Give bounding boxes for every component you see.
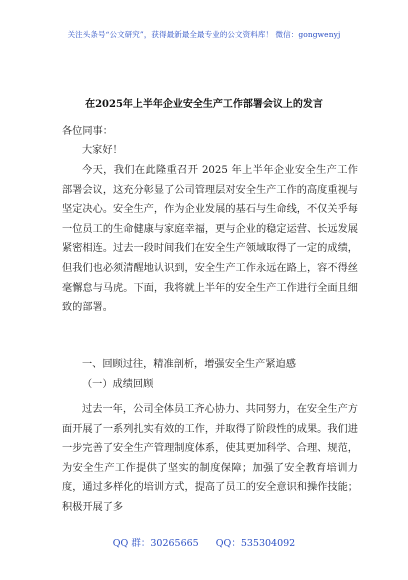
paragraph-opening: 今天，我们在此隆重召开 2025 年上半年企业安全生产工作部署会议，这充分彰显了公司管理层对安全生产工作的高度重视与坚定决心。安全生产，作为企业发展的基石与生命线，不仅关乎每一位员工的生命健康与家庭幸福，更与企业的稳定运营、长远发展紧密相连。过去一段时间我们在安全生产领域取得了一定的成绩，但我们也必须清醒地认识到，安全生产工作永远在路上，容不得丝毫懈怠与马虎。下面，我将就上半年的安全生产工作进行全面且细致的部署。 xyxy=(62,165,358,314)
document-title: 在2025年上半年企业安全生产工作部署会议上的发言 xyxy=(85,99,323,110)
footer-contacts xyxy=(0,535,408,549)
salutation: 各位同事： xyxy=(62,126,113,137)
footer-qq-contact: QQ：535304092 xyxy=(215,538,296,549)
subsection-heading: （一）成绩回顾 xyxy=(82,379,154,390)
paragraph-achievements: 过去一年，公司全体员工齐心协力、共同努力，在安全生产方面开展了一系列扎实有效的工作，并取得了阶段性的成果。我们进一步完善了安全生产管理制度体系，使其更加科学、合理、规范，为安全生产工作提供了坚实的制度保障；加强了安全教育培训力度，通过多样化的培训方式，提高了员工的安全意识和操作技能；积极开展了多 xyxy=(62,404,358,513)
footer-qq-group: QQ 群：30265665 xyxy=(112,538,199,549)
section-heading: 一、回顾过往，精准剖析，增强安全生产紧迫感 xyxy=(82,359,296,370)
header-banner: 关注头条号“公文研究”，获得最新最全最专业的公文资料库！ 微信：gongwenyj xyxy=(67,30,341,39)
greeting: 大家好！ xyxy=(82,145,123,156)
